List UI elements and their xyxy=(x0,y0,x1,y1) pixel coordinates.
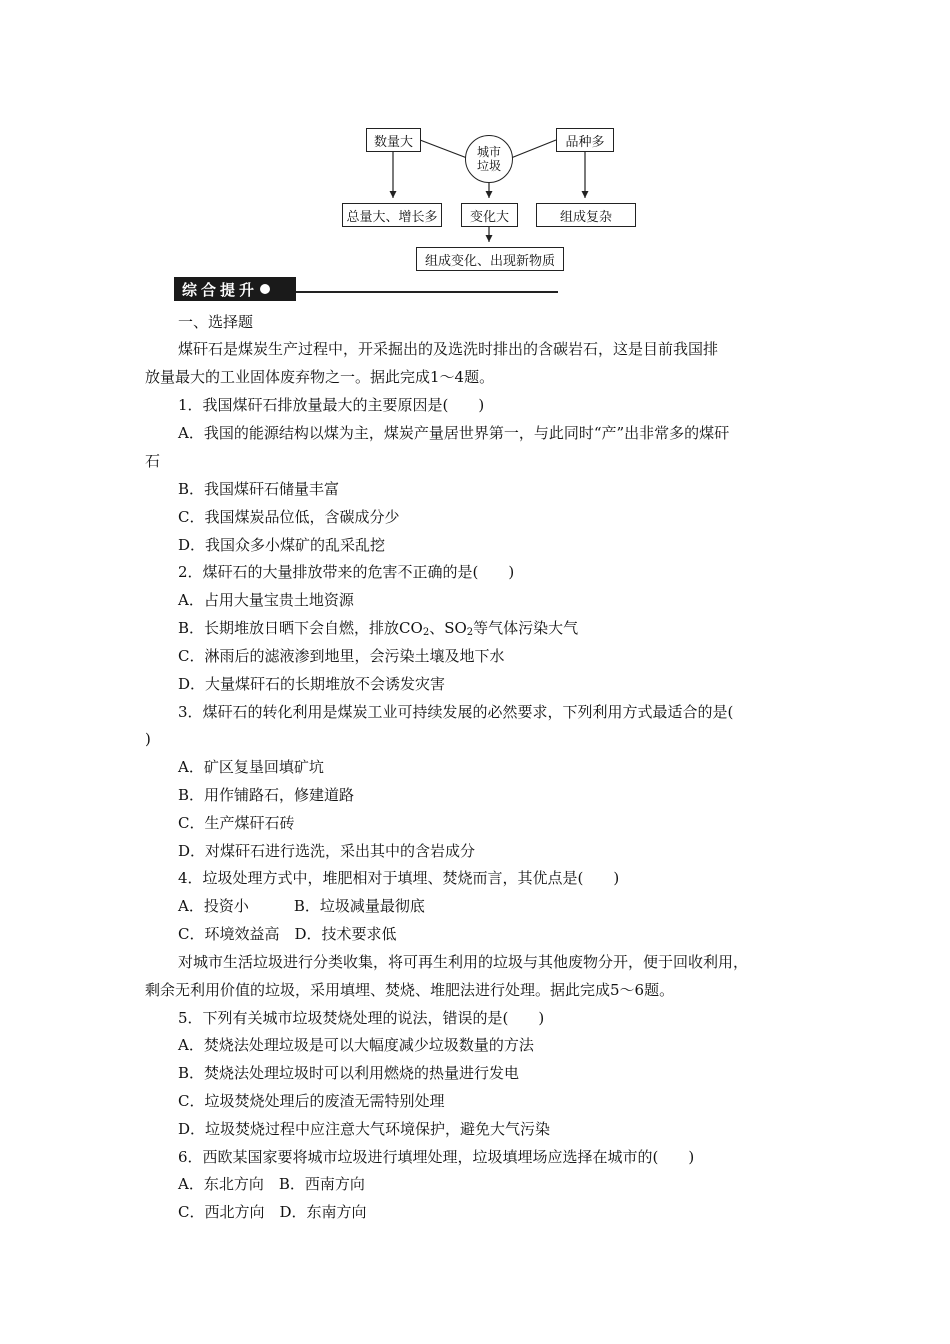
q6-options-ab: A．东北方向 B．西南方向 xyxy=(178,1175,365,1193)
q2-b-pre: B．长期堆放日晒下会自燃，排放CO xyxy=(178,619,423,637)
q1-option-a-line2: 石 xyxy=(145,452,161,470)
q2-stem: 2．煤矸石的大量排放带来的危害不正确的是( ) xyxy=(178,563,515,581)
center-label-line1: 城市 xyxy=(476,145,501,159)
connector-left xyxy=(420,140,467,158)
box-quantity-large: 数量大 xyxy=(366,128,421,152)
q2-option-d: D．大量煤矸石的长期堆放不会诱发灾害 xyxy=(178,675,446,693)
box-change-large: 变化大 xyxy=(461,203,518,227)
q2-option-a: A．占用大量宝贵土地资源 xyxy=(178,591,354,609)
intro2-line2: 剩余无利用价值的垃圾，采用填埋、焚烧、堆肥法进行处理。据此完成5～6题。 xyxy=(145,981,675,999)
q6-stem: 6．西欧某国家要将城市垃圾进行填埋处理，垃圾填埋场应选择在城市的( ) xyxy=(178,1148,695,1166)
q5-option-d: D．垃圾焚烧过程中应注意大气环境保护，避免大气污染 xyxy=(178,1120,551,1138)
q2-option-c: C．淋雨后的滤液渗到地里，会污染土壤及地下水 xyxy=(178,647,505,665)
concept-diagram xyxy=(0,0,950,280)
q3-option-c: C．生产煤矸石砖 xyxy=(178,814,295,832)
bullet-icon xyxy=(260,284,270,294)
part-heading: 一、选择题 xyxy=(178,313,254,331)
q5-option-c: C．垃圾焚烧处理后的废渣无需特别处理 xyxy=(178,1092,445,1110)
q2-b-sub1: 2 xyxy=(422,627,430,638)
q3-option-b: B．用作铺路石，修建道路 xyxy=(178,786,355,804)
box-total-growth: 总量大、增长多 xyxy=(342,203,442,227)
center-label-line2: 垃圾 xyxy=(476,159,501,173)
section-rule xyxy=(296,291,558,293)
intro1-line1: 煤矸石是煤炭生产过程中，开采掘出的及选洗时排出的含碳岩石，这是目前我国排 xyxy=(178,340,719,358)
box-new-substances: 组成变化、出现新物质 xyxy=(416,247,564,271)
q5-option-b: B．焚烧法处理垃圾时可以利用燃烧的热量进行发电 xyxy=(178,1064,520,1082)
q1-option-b: B．我国煤矸石储量丰富 xyxy=(178,480,340,498)
q4-stem: 4．垃圾处理方式中，堆肥相对于填埋、焚烧而言，其优点是( ) xyxy=(178,869,620,887)
q1-option-d: D．我国众多小煤矿的乱采乱挖 xyxy=(178,536,386,554)
section-banner xyxy=(174,277,559,303)
box-variety-many: 品种多 xyxy=(556,128,614,152)
center-circle-city-garbage xyxy=(465,135,513,183)
q1-option-a-line1: A．我国的能源结构以煤为主，煤炭产量居世界第一，与此同时“产”出非常多的煤矸 xyxy=(178,424,730,442)
q3-option-d: D．对煤矸石进行选洗，采出其中的含岩成分 xyxy=(178,842,476,860)
q4-options-ab: A．投资小 B．垃圾减量最彻底 xyxy=(178,897,425,915)
section-title-text: 综合提升 xyxy=(182,280,259,299)
q2-b-mid: 、SO xyxy=(429,619,467,637)
q5-stem: 5．下列有关城市垃圾焚烧处理的说法，错误的是( ) xyxy=(178,1009,545,1027)
q3-option-a: A．矿区复垦回填矿坑 xyxy=(178,758,324,776)
q3-stem-line2: ) xyxy=(145,730,151,748)
q1-stem: 1．我国煤矸石排放量最大的主要原因是( ) xyxy=(178,396,485,414)
q2-option-b xyxy=(178,618,578,643)
q3-stem-line1: 3．煤矸石的转化利用是煤炭工业可持续发展的必然要求，下列利用方式最适合的是( xyxy=(178,703,734,721)
intro2-line1: 对城市生活垃圾进行分类收集，将可再生利用的垃圾与其他废物分开，便于回收利用， xyxy=(178,953,749,971)
connector-right xyxy=(511,140,556,158)
section-title xyxy=(174,277,296,301)
q5-option-a: A．焚烧法处理垃圾是可以大幅度减少垃圾数量的方法 xyxy=(178,1036,534,1054)
q2-b-post: 等气体污染大气 xyxy=(473,619,579,637)
box-complex-composition: 组成复杂 xyxy=(536,203,636,227)
q6-options-cd: C．西北方向 D．东南方向 xyxy=(178,1203,367,1221)
q1-option-c: C．我国煤炭品位低，含碳成分少 xyxy=(178,508,400,526)
q2-b-sub2: 2 xyxy=(466,627,474,638)
q4-options-cd: C．环境效益高 D．技术要求低 xyxy=(178,925,397,943)
intro1-line2: 放量最大的工业固体废弃物之一。据此完成1～4题。 xyxy=(145,368,495,386)
